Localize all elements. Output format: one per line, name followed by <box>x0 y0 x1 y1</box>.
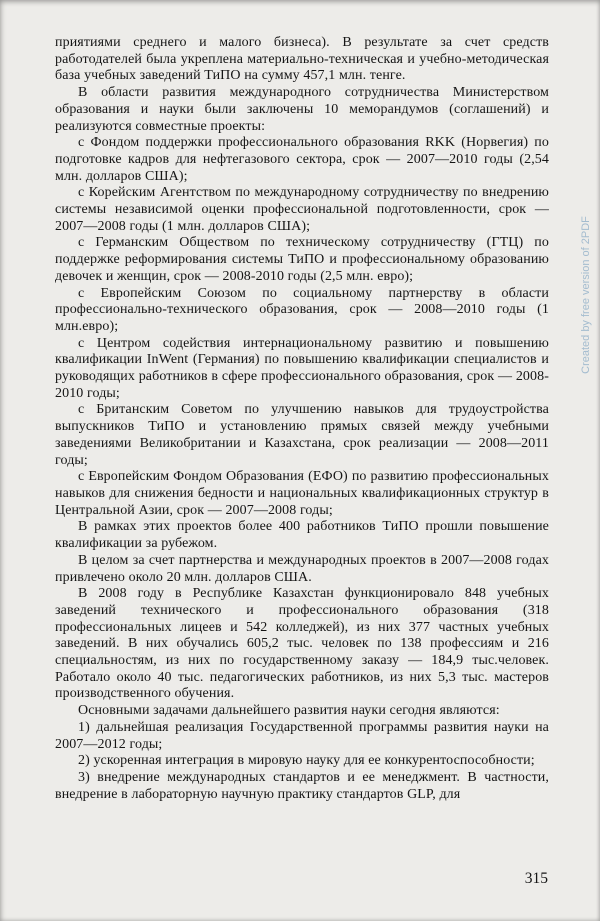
watermark <box>576 204 590 386</box>
list-item-paragraph: 2) ускоренная интеграция в мировую науку для ее конкурентоспособности; <box>78 753 535 769</box>
page-text-block <box>55 35 549 803</box>
paragraph: В рамках этих проектов более 400 работников ТиПО прошли повышение квалификации за рубежом. <box>55 519 549 552</box>
list-item-paragraph: 3) внедрение международных стандартов и ее менеджмент. В частности, внедрение в лабораторную научную практику стандартов GLP, для <box>55 769 549 802</box>
watermark-text: Created by free version of 2PDF <box>580 216 592 374</box>
paragraph: с Фондом поддержки профессионального образования RKK (Норвегия) по подготовке кадров для нефтегазового сектора, срок — 2007—2010 годы (2,54 млн. долларов США); <box>55 135 549 184</box>
paragraph: В целом за счет партнерства и международных проектов в 2007—2008 годах привлечено около 20 млн. долларов США. <box>55 552 549 585</box>
paragraph: приятиями среднего и малого бизнеса). В результате за счет средств работодателей была укреплена материально-техническая и учебно-методическая база учебных заведений ТиПО на сумму 457,1 млн. тенге. <box>55 35 549 84</box>
paragraph: Основными задачами дальнейшего развития науки сегодня являются: <box>78 703 500 719</box>
page-number: 315 <box>524 870 548 887</box>
paragraph: с Европейским Союзом по социальному партнерству в области профессионально-технического образования, срок — 2008—2010 годы (1 млн.евро); <box>55 285 549 334</box>
paragraph: В области развития международного сотрудничества Министерством образования и науки были заключены 10 меморандумов (соглашений) и реализуются совместные проекты: <box>55 85 549 134</box>
list-item-paragraph: 1) дальнейшая реализация Государственной программы развития науки на 2007—2012 годы; <box>55 719 549 752</box>
paragraph: с Германским Обществом по техническому сотрудничеству (ГТЦ) по поддержке реформирования системы ТиПО и профессиональному образованию девочек и женщин, срок — 2008-2010 годы (2,5 млн. евро); <box>55 235 549 284</box>
paragraph: с Корейским Агентством по международному сотрудничеству по внедрению системы независимой оценки профессиональной подготовленности, срок — 2007—2008 годы (1 млн. долларов США); <box>55 185 549 234</box>
paragraph: В 2008 году в Республике Казахстан функционировало 848 учебных заведений технического и профессионального образования (318 профессиональных лицеев и 542 колледжей), из них 377 частных учебных заведений. В них обучались 605,2 тыс. человек по 138 профессиям и 216 специальностям, из них по государственному заказу — 184,9 тыс.человек. Работало около 40 тыс. педагогических работников, из них 5,3 тыс. мастеров производственного обучения. <box>55 586 549 702</box>
paragraph: с Центром содействия интернациональному развитию и повышению квалификации InWent (Германия) по повышению квалификации специалистов и руководящих работников в сфере профессионального образования, срок — 2008-2010 годы; <box>55 335 549 401</box>
paragraph: с Европейским Фондом Образования (ЕФО) по развитию профессиональных навыков для снижения бедности и национальных квалификационных структур в Центральной Азии, срок — 2007—2008 годы; <box>55 469 549 518</box>
paragraph: с Британским Советом по улучшению навыков для трудоустройства выпускников ТиПО и установлению прямых связей между учебными заведениями Великобритании и Казахстана, срок реализации — 2008—2011 годы; <box>55 402 549 468</box>
